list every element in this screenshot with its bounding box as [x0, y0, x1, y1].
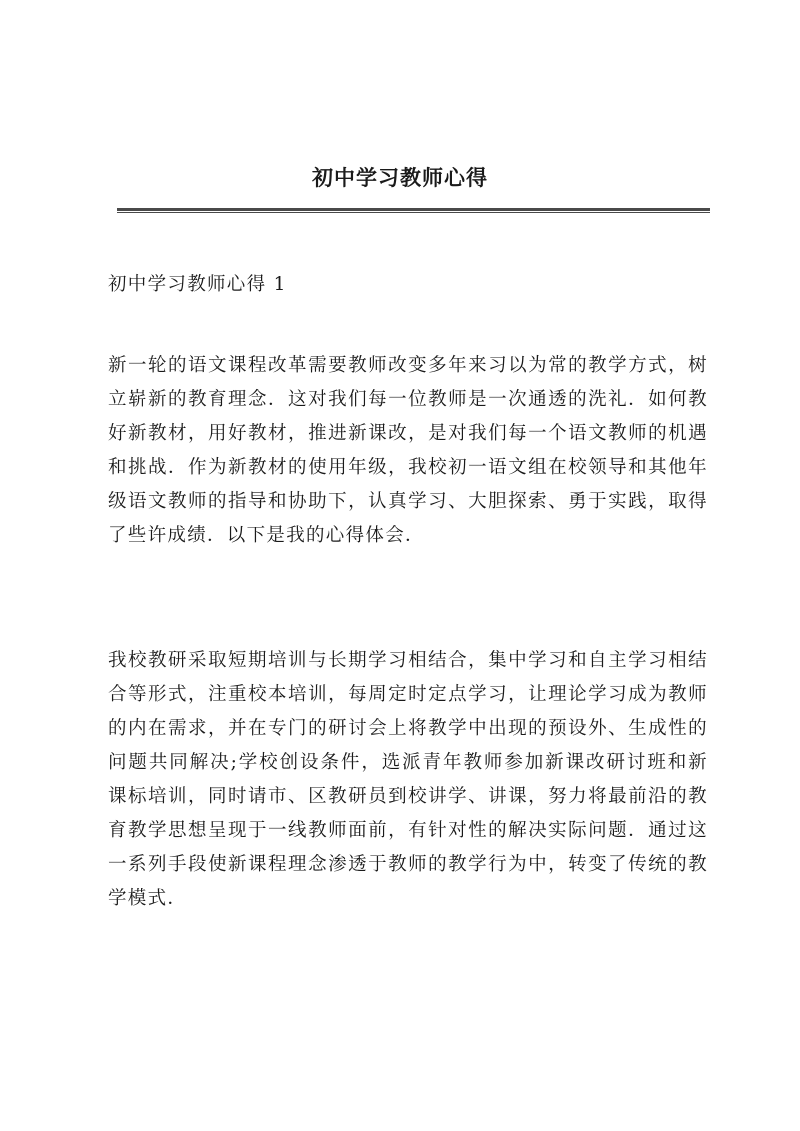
title-divider [117, 208, 710, 213]
paragraph-1: 新一轮的语文课程改革需要教师改变多年来习以为常的教学方式，树立崭新的教育理念．这对我们每一位教师是一次通透的洗礼．如何教好新教材，用好教材，推进新课改，是对我们每一个语文教师的机遇和挑战．作为新教材的使用年级，我校初一语文组在校领导和其他年级语文教师的指导和协助下，认真学习、大胆探索、勇于实践，取得了些许成绩．以下是我的心得体会． [108, 355, 708, 546]
paragraph-2: 我校教研采取短期培训与长期学习相结合，集中学习和自主学习相结合等形式，注重校本培训，每周定时定点学习，让理论学习成为教师的内在需求，并在专门的研讨会上将教学中出现的预设外、生成性的问题共同解决;学校创设条件，选派青年教师参加新课改研讨班和新课标培训，同时请市、区教研员到校讲学、讲课，努力将最前沿的教育教学思想呈现于一线教师面前，有针对性的解决实际问题．通过这一系列手段使新课程理念渗透于教师的教学行为中，转变了传统的教学模式． [108, 650, 708, 909]
page-title: 初中学习教师心得 [312, 165, 488, 190]
section-heading: 初中学习教师心得 1 [108, 274, 287, 295]
